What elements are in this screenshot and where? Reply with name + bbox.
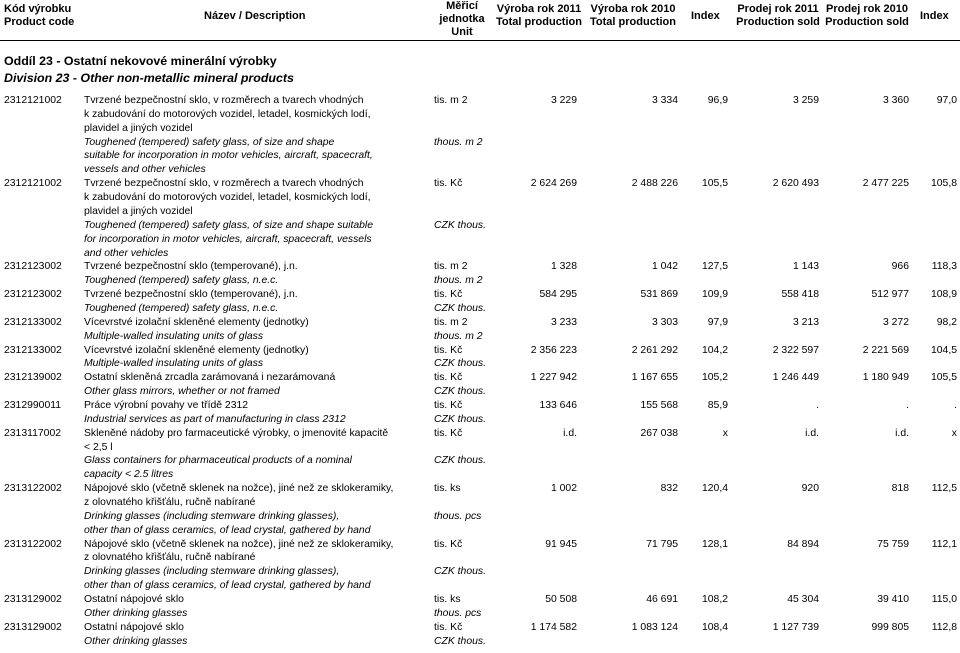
table-row [0, 621, 960, 634]
table-row [0, 399, 960, 412]
cell-production-2011: 1 328 [550, 261, 577, 273]
cell-production-index: 128,1 [701, 538, 728, 550]
cell-unit: thous. m 2 [434, 275, 483, 287]
cell-description: z olovnatého křišťálu, ručně nabírané [84, 552, 256, 564]
table-row [0, 177, 960, 190]
cell-sold-index: 98,2 [936, 316, 957, 328]
cell-production-2011: 3 233 [550, 316, 577, 328]
table-row-continuation [0, 247, 960, 260]
cell-description: Tvrzené bezpečnostní sklo (temperované), j.n. [84, 261, 298, 273]
cell-sold-index: x [951, 427, 957, 439]
cell-description: Multiple-walled insulating units of glass [84, 330, 264, 342]
table-row-continuation [0, 330, 960, 343]
cell-production-2010: 2 261 292 [631, 344, 678, 356]
cell-production-2011: 91 945 [545, 538, 577, 550]
cell-unit: tis. Kč [434, 427, 463, 439]
cell-description: k zabudování do motorových vozidel, letadel, kosmických lodí, [84, 108, 371, 120]
cell-description: k zabudování do motorových vozidel, letadel, kosmických lodí, [84, 192, 371, 203]
cell-unit: tis. Kč [434, 344, 463, 356]
header-unit-l3: Unit [451, 26, 473, 38]
cell-sold-2010: 818 [891, 483, 909, 495]
cell-production-2011: i.d. [563, 427, 577, 439]
header-name: Název / Description [204, 10, 306, 22]
header-code-en: Product code [4, 16, 75, 28]
table-row-continuation [0, 233, 960, 246]
table-row [0, 316, 960, 329]
cell-production-index: 104,2 [701, 344, 728, 356]
cell-sold-2010: 2 221 569 [862, 344, 909, 356]
table-row [0, 94, 960, 107]
header-code-cz: Kód výrobku [4, 3, 72, 15]
cell-description: suitable for incorporation in motor vehicles, aircraft, spacecraft, [84, 150, 373, 162]
header-prod-2011-en: Total production [496, 16, 582, 28]
cell-product-code: 2312139002 [4, 372, 62, 384]
cell-sold-2011: . [816, 399, 819, 411]
cell-description: Skleněné nádoby pro farmaceutické výrobky, o jmenovité kapacitě [84, 427, 389, 439]
cell-description: and other vehicles [84, 247, 169, 259]
cell-description: < 2,5 l [84, 441, 113, 453]
cell-sold-index: 115,0 [931, 594, 957, 605]
cell-sold-2010: 2 477 225 [862, 178, 909, 190]
cell-unit: tis. Kč [434, 289, 463, 300]
header-code [4, 3, 74, 29]
cell-production-2010: 71 795 [646, 538, 678, 550]
table-row-continuation [0, 441, 960, 454]
cell-sold-index: 105,8 [930, 178, 957, 190]
cell-product-code: 2312133002 [4, 344, 62, 356]
cell-production-2010: 2 488 226 [631, 178, 678, 190]
table-row [0, 427, 960, 440]
cell-description: vessels and other vehicles [84, 164, 206, 176]
cell-sold-2010: 75 759 [877, 538, 909, 550]
header-sold-2011-cz: Prodej rok 2011 [737, 3, 819, 15]
table-row-continuation [0, 607, 960, 620]
cell-sold-2011: 84 894 [787, 538, 819, 550]
cell-product-code: 2313122002 [4, 538, 62, 550]
cell-description: Drinking glasses (including stemware drinking glasses), [84, 510, 340, 522]
cell-description: Other drinking glasses [84, 635, 188, 647]
cell-description: Industrial services as part of manufacturing in class 2312 [84, 413, 346, 425]
cell-sold-2011: 2 322 597 [772, 344, 819, 356]
cell-product-code: 2313129002 [4, 621, 62, 633]
cell-description: Toughened (tempered) safety glass, of size and shape [84, 136, 335, 148]
cell-unit: CZK thous. [434, 219, 486, 231]
table-row [0, 482, 960, 495]
header-unit [430, 0, 494, 39]
cell-description: Tvrzené bezpečnostní sklo, v rozměrech a tvarech vhodných [84, 178, 364, 190]
cell-production-2011: 50 508 [545, 594, 577, 605]
cell-description: Ostatní skleněná zrcadla zarámovaná i nezarámovaná [84, 372, 336, 384]
header-sold-2010-cz: Prodej rok 2010 [826, 3, 908, 15]
cell-sold-2010: . [906, 399, 909, 411]
cell-description: Glass containers for pharmaceutical products of a nominal [84, 455, 352, 467]
cell-production-index: 85,9 [707, 399, 728, 411]
cell-description: Other drinking glasses [84, 607, 188, 619]
cell-production-index: 108,2 [701, 594, 728, 605]
cell-unit: tis. m 2 [434, 261, 468, 273]
cell-production-2010: 3 334 [651, 95, 678, 106]
header-sold-2010 [818, 3, 916, 29]
cell-production-index: 108,4 [701, 621, 728, 633]
cell-sold-2011: 45 304 [787, 594, 819, 605]
table-row-continuation [0, 468, 960, 481]
table-row-continuation [0, 551, 960, 564]
cell-production-2011: 133 646 [539, 399, 577, 411]
cell-description: Toughened (tempered) safety glass, n.e.c. [84, 275, 279, 287]
table-row [0, 288, 960, 301]
table-row-continuation [0, 302, 960, 315]
cell-sold-2010: 1 180 949 [862, 372, 909, 384]
cell-product-code: 2312123002 [4, 289, 62, 300]
cell-unit: CZK thous. [434, 302, 486, 314]
cell-production-index: 105,5 [701, 178, 728, 190]
table-row-continuation [0, 524, 960, 537]
cell-sold-index: 112,1 [931, 538, 957, 550]
table-row [0, 344, 960, 357]
cell-product-code: 2313122002 [4, 483, 62, 495]
cell-description: z olovnatého křišťálu, ručně nabírané [84, 496, 256, 508]
cell-product-code: 2312121002 [4, 95, 62, 106]
table-row-continuation [0, 579, 960, 592]
cell-production-index: 97,9 [707, 316, 728, 328]
cell-sold-2010: 966 [891, 261, 909, 273]
cell-unit: thous. pcs [434, 510, 482, 522]
cell-description: Drinking glasses (including stemware drinking glasses), [84, 566, 340, 578]
cell-product-code: 2312123002 [4, 261, 62, 273]
section-title-en: Division 23 - Other non-metallic mineral products [4, 71, 294, 85]
cell-production-index: 96,9 [707, 95, 728, 106]
header-sold-2010-en: Production sold [825, 16, 909, 28]
cell-sold-index: 118,3 [931, 261, 957, 273]
table-row-continuation [0, 122, 960, 135]
cell-production-2011: 2 624 269 [530, 178, 577, 190]
cell-description: Vícevrstvé izolační skleněné elementy (jednotky) [84, 344, 309, 356]
table-row-continuation [0, 413, 960, 426]
table-row-continuation [0, 274, 960, 287]
header-sold-2011 [729, 3, 827, 29]
cell-production-2010: 832 [660, 483, 678, 495]
cell-description: Multiple-walled insulating units of glass [84, 358, 264, 370]
cell-sold-2010: 999 805 [871, 621, 909, 633]
cell-unit: CZK thous. [434, 635, 486, 647]
table-row [0, 593, 960, 606]
table-row-continuation [0, 385, 960, 398]
cell-description: Ostatní nápojové sklo [84, 594, 184, 605]
header-prod-2011 [491, 3, 587, 29]
cell-sold-index: 97,0 [936, 95, 957, 106]
cell-sold-2011: 3 259 [792, 95, 819, 106]
cell-unit: tis. m 2 [434, 316, 468, 328]
cell-sold-index: 104,5 [930, 344, 957, 356]
cell-description: plavidel a jiných vozidel [84, 205, 193, 217]
cell-unit: tis. Kč [434, 538, 463, 550]
cell-sold-2011: 1 127 739 [772, 621, 819, 633]
cell-product-code: 2313129002 [4, 594, 62, 605]
header-unit-l2: jednotka [439, 13, 485, 25]
cell-sold-index: 105,5 [930, 372, 957, 384]
cell-production-index: 127,5 [701, 261, 728, 273]
table-row [0, 371, 960, 384]
cell-production-2011: 1 002 [550, 483, 577, 495]
table-row-continuation [0, 163, 960, 176]
header-prod-2010-cz: Výroba rok 2010 [590, 3, 676, 15]
cell-description: capacity < 2.5 litres [84, 469, 174, 481]
header-index-production: Index [691, 10, 720, 22]
cell-production-2010: 155 568 [640, 399, 678, 411]
cell-sold-2010: 512 977 [871, 289, 909, 300]
header-unit-l1: Měřicí [446, 0, 478, 12]
cell-description: Tvrzené bezpečnostní sklo (temperované), j.n. [84, 289, 298, 300]
cell-sold-2011: 558 418 [781, 289, 819, 300]
cell-product-code: 2312133002 [4, 316, 62, 328]
cell-production-2011: 584 295 [539, 289, 577, 300]
header-prod-2011-cz: Výroba rok 2011 [496, 3, 582, 15]
table-row-continuation [0, 357, 960, 370]
table-row-continuation [0, 496, 960, 509]
cell-unit: CZK thous. [434, 413, 486, 425]
table-row-continuation [0, 108, 960, 121]
cell-sold-index: . [954, 399, 957, 411]
cell-sold-2011: i.d. [805, 427, 819, 439]
cell-sold-index: 108,9 [930, 289, 957, 300]
table-row [0, 260, 960, 273]
cell-production-index: 120,4 [701, 483, 728, 495]
cell-description: Tvrzené bezpečnostní sklo, v rozměrech a tvarech vhodných [84, 95, 364, 106]
table-row-continuation [0, 219, 960, 232]
cell-sold-2010: 39 410 [877, 594, 909, 605]
cell-production-2011: 1 227 942 [530, 372, 577, 384]
cell-production-2010: 3 303 [651, 316, 678, 328]
cell-sold-index: 112,5 [931, 483, 957, 495]
cell-production-2011: 1 174 582 [530, 621, 577, 633]
cell-unit: tis. m 2 [434, 95, 468, 106]
cell-sold-2011: 920 [801, 483, 819, 495]
header-sold-2011-en: Production sold [736, 16, 820, 28]
header-prod-2010-en: Total production [590, 16, 676, 28]
cell-production-2011: 2 356 223 [530, 344, 577, 356]
table-row-continuation [0, 191, 960, 204]
cell-description: plavidel a jiných vozidel [84, 122, 193, 134]
cell-sold-2010: 3 272 [882, 316, 909, 328]
cell-unit: tis. Kč [434, 621, 463, 633]
table-row-continuation [0, 205, 960, 218]
table-row-continuation [0, 136, 960, 149]
cell-production-index: 109,9 [701, 289, 728, 300]
cell-description: Vícevrstvé izolační skleněné elementy (jednotky) [84, 316, 309, 328]
cell-unit: CZK thous. [434, 358, 486, 370]
cell-unit: thous. m 2 [434, 330, 483, 342]
table-row-continuation [0, 454, 960, 467]
cell-unit: tis. Kč [434, 178, 463, 190]
cell-production-2010: 1 083 124 [631, 621, 678, 633]
table-row-continuation [0, 635, 960, 648]
table-row-continuation [0, 565, 960, 578]
cell-production-2010: 1 167 655 [631, 372, 678, 384]
cell-sold-index: 112,8 [931, 621, 957, 633]
cell-description: for incorporation in motor vehicles, aircraft, spacecraft, vessels [84, 233, 372, 245]
cell-sold-2011: 3 213 [792, 316, 819, 328]
cell-description: Nápojové sklo (včetně sklenek na nožce), jiné než ze sklokeramiky, [84, 483, 394, 495]
cell-production-2010: 1 042 [651, 261, 678, 273]
cell-sold-2011: 2 620 493 [772, 178, 819, 190]
cell-product-code: 2312121002 [4, 178, 62, 190]
cell-production-index: x [722, 427, 728, 439]
table-row-continuation [0, 510, 960, 523]
cell-sold-2010: 3 360 [882, 95, 909, 106]
cell-unit: thous. pcs [434, 607, 482, 619]
cell-description: Toughened (tempered) safety glass, of size and shape suitable [84, 219, 374, 231]
cell-description: Other glass mirrors, whether or not framed [84, 386, 280, 398]
table-row-continuation [0, 149, 960, 162]
cell-production-index: 105,2 [701, 372, 728, 384]
cell-unit: CZK thous. [434, 566, 486, 578]
cell-unit: CZK thous. [434, 386, 486, 398]
cell-unit: tis. ks [434, 594, 461, 605]
cell-description: Ostatní nápojové sklo [84, 621, 184, 633]
cell-product-code: 2312990011 [4, 399, 62, 411]
cell-unit: tis. ks [434, 483, 461, 495]
table-header [0, 0, 960, 41]
cell-production-2010: 531 869 [640, 289, 678, 300]
cell-production-2011: 3 229 [550, 95, 577, 106]
section-title-cz: Oddíl 23 - Ostatní nekovové minerální výrobky [4, 54, 277, 68]
header-index-sold: Index [920, 10, 949, 22]
cell-sold-2010: i.d. [895, 427, 909, 439]
cell-description: other than of glass ceramics, of lead crystal, gathered by hand [84, 524, 371, 536]
cell-description: Práce výrobní povahy ve třídě 2312 [84, 399, 249, 411]
cell-sold-2011: 1 143 [792, 261, 819, 273]
table-row [0, 538, 960, 551]
cell-description: Toughened (tempered) safety glass, n.e.c. [84, 302, 279, 314]
cell-production-2010: 46 691 [646, 594, 678, 605]
header-prod-2010 [585, 3, 681, 29]
cell-production-2010: 267 038 [640, 427, 678, 439]
cell-sold-2011: 1 246 449 [772, 372, 819, 384]
cell-product-code: 2313117002 [4, 427, 62, 439]
cell-description: other than of glass ceramics, of lead crystal, gathered by hand [84, 580, 371, 592]
cell-unit: CZK thous. [434, 455, 486, 467]
cell-description: Nápojové sklo (včetně sklenek na nožce), jiné než ze sklokeramiky, [84, 538, 394, 550]
cell-unit: tis. Kč [434, 372, 463, 384]
cell-unit: thous. m 2 [434, 136, 483, 148]
cell-unit: tis. Kč [434, 399, 463, 411]
